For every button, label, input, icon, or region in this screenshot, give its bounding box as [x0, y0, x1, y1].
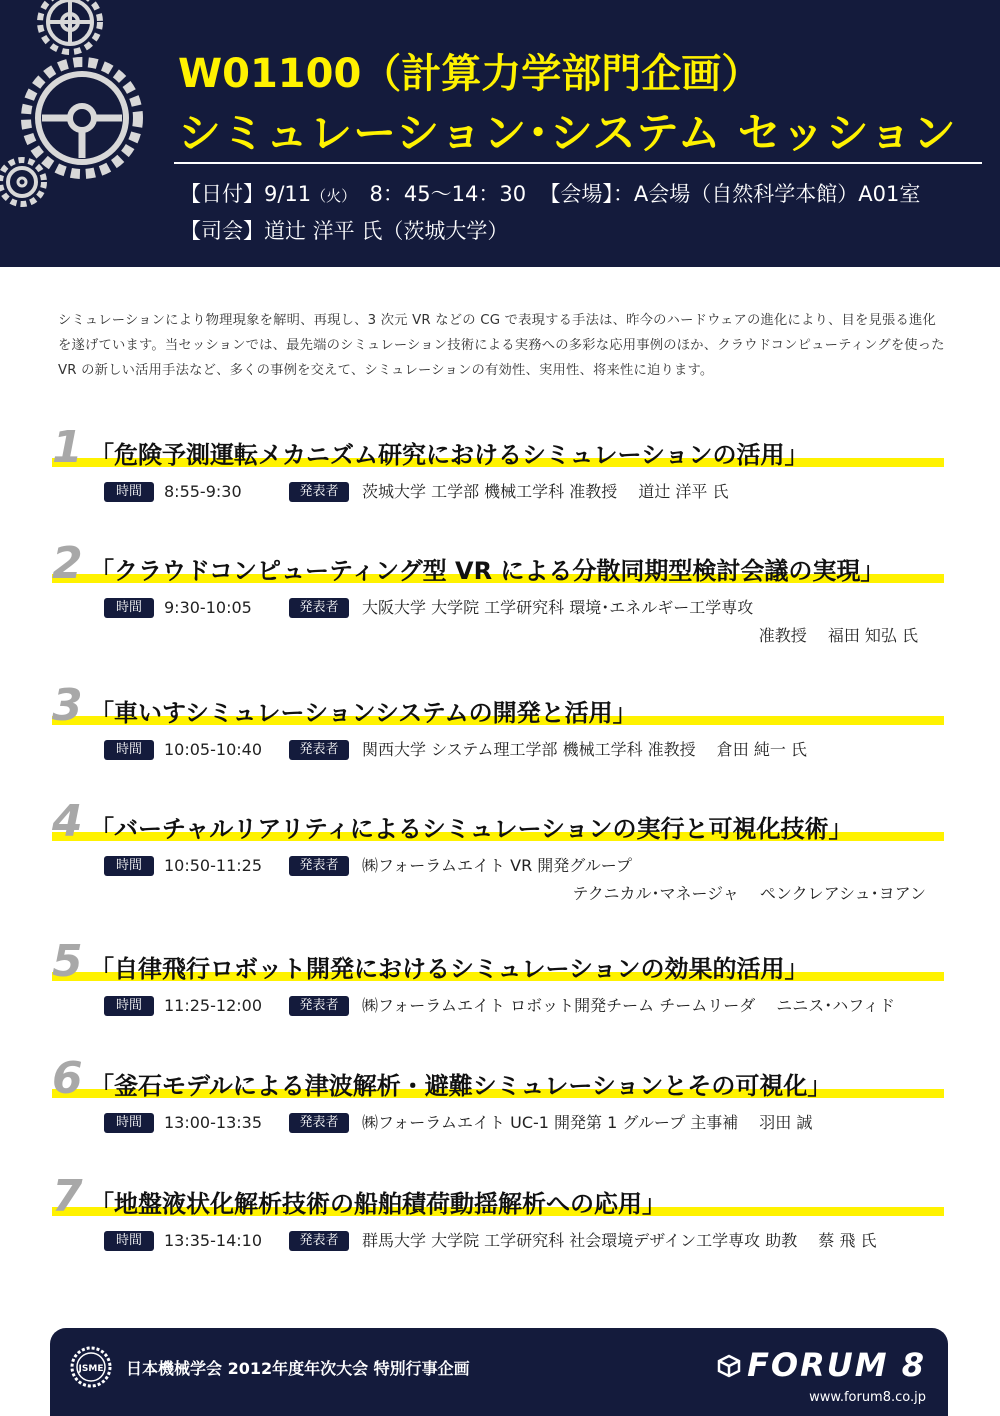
- intro-paragraph: シミュレーションにより物理現象を解明、再現し、3 次元 VR などの CG で表現する手法は、昨今のハードウェアの進化により、目を見張る進化を遂げています。当セッションでは、最先端のシミュレーション技術による実務への多彩な応用事例のほか、クラウドコンピューティングを使った VR の新しい活用手法など、多くの事例を交えて、シミュレーションの有効性、実用性、将来性に迫ります。: [58, 313, 945, 378]
- session-number: 2: [52, 538, 83, 589]
- page-title-line2: シミュレーション･システム セッション: [178, 109, 957, 159]
- session-title: 「クラウドコンピューティング型 VR による分散同期型検討会議の実現」: [90, 557, 885, 585]
- jsme-logo-icon: [70, 1346, 112, 1388]
- session-number: 5: [52, 936, 83, 987]
- session-number: 7: [52, 1171, 83, 1222]
- session-time: 13:35-14:10: [164, 1231, 262, 1250]
- time-tag: 時間: [104, 740, 154, 760]
- presenter-tag: 発表者: [289, 1113, 349, 1133]
- session-time: 9:30-10:05: [164, 598, 252, 617]
- gears-decoration-icon: [0, 0, 175, 267]
- presenter-tag: 発表者: [289, 740, 349, 760]
- session-number: 6: [52, 1053, 83, 1104]
- forum8-logo-text: FORUM 8: [747, 1346, 926, 1384]
- society-event-text: 日本機械学会 2012年度年次大会 特別行事企画: [126, 1359, 470, 1378]
- time-tag: 時間: [104, 856, 154, 876]
- session-presenter: 大阪大学 大学院 工学研究科 環境･エネルギー工学専攻: [362, 598, 754, 617]
- date-value: 9/11: [264, 182, 312, 206]
- presenter-tag: 発表者: [289, 996, 349, 1016]
- chair-label: 【司会】: [180, 219, 264, 243]
- header-divider: [174, 162, 982, 164]
- presenter-tag: 発表者: [289, 482, 349, 502]
- date-label: 【日付】: [180, 182, 264, 206]
- footer-bar: [50, 1328, 948, 1416]
- session-number: 1: [52, 422, 83, 473]
- session-time: 11:25-12:00: [164, 996, 262, 1015]
- session-title: 「地盤液状化解析技術の船舶積荷動揺解析への応用」: [90, 1190, 666, 1218]
- session-time: 8:55-9:30: [164, 482, 242, 501]
- session-presenter: ㈱フォーラムエイト UC-1 開発第 1 グループ 主事補 羽田 誠: [362, 1113, 813, 1132]
- time-tag: 時間: [104, 482, 154, 502]
- session-time: 10:50-11:25: [164, 856, 262, 875]
- session-title: 「危険予測運転メカニズム研究におけるシミュレーションの活用」: [90, 441, 809, 469]
- session-presenter: 関西大学 システム理工学部 機械工学科 准教授 倉田 純一 氏: [362, 740, 807, 759]
- session-title: 「釜石モデルによる津波解析・避難シミュレーションとその可視化」: [90, 1072, 832, 1100]
- time-tag: 時間: [104, 996, 154, 1016]
- session-presenter-line2: テクニカル･マネージャ ペンクレアシュ･ヨアン: [572, 884, 926, 903]
- time-tag: 時間: [104, 1231, 154, 1251]
- jsme-logo-text: JSME: [78, 1364, 104, 1374]
- time-tag: 時間: [104, 1113, 154, 1133]
- page-title-line1: W01100（計算力学部門企画）: [178, 51, 762, 97]
- venue-label: 【会場】: [539, 182, 613, 206]
- time-value: 8：45〜14：30: [369, 182, 527, 206]
- session-presenter: 茨城大学 工学部 機械工学科 准教授 道辻 洋平 氏: [362, 482, 729, 501]
- session-title: 「自律飛行ロボット開発におけるシミュレーションの効果的活用」: [90, 955, 809, 983]
- forum8-cube-icon: [717, 1354, 741, 1378]
- date-weekday: （火）: [311, 187, 357, 205]
- venue-value: ：A会場（自然科学本館）A01室: [612, 182, 921, 206]
- presenter-tag: 発表者: [289, 856, 349, 876]
- session-number: 4: [52, 796, 83, 847]
- session-time: 13:00-13:35: [164, 1113, 262, 1132]
- chair-line: [180, 215, 508, 245]
- session-time: 10:05-10:40: [164, 740, 262, 759]
- session-title: 「車いすシミュレーションシステムの開発と活用」: [90, 699, 637, 727]
- chair-value: 道辻 洋平 氏（茨城大学）: [264, 219, 509, 243]
- footer-url: www.forum8.co.jp: [809, 1390, 926, 1405]
- session-presenter: 群馬大学 大学院 工学研究科 社会環境デザイン工学専攻 助教 蔡 飛 氏: [362, 1231, 877, 1250]
- session-presenter-line2: 准教授 福田 知弘 氏: [758, 626, 918, 645]
- forum8-logo: [717, 1346, 926, 1384]
- time-tag: 時間: [104, 598, 154, 618]
- presenter-tag: 発表者: [289, 598, 349, 618]
- header-banner: [0, 0, 1000, 267]
- date-venue-line: [180, 178, 920, 208]
- session-presenter: ㈱フォーラムエイト VR 開発グループ: [362, 856, 632, 875]
- presenter-tag: 発表者: [289, 1231, 349, 1251]
- session-number: 3: [52, 680, 83, 731]
- session-presenter: ㈱フォーラムエイト ロボット開発チーム チームリーダ ニニス･ハフィド: [362, 996, 896, 1015]
- session-title: 「バーチャルリアリティによるシミュレーションの実行と可視化技術」: [90, 815, 853, 843]
